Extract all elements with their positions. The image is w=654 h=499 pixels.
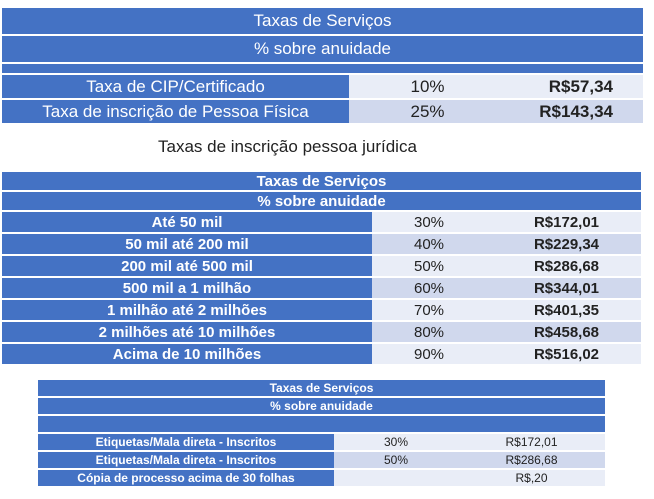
table-row — [2, 233, 641, 255]
fee-percent: 40% — [372, 233, 486, 255]
fee-label: Acima de 10 milhões — [2, 343, 372, 364]
fee-label: 200 mil até 500 mil — [2, 255, 372, 277]
fee-label: Taxa de inscrição de Pessoa Física — [2, 99, 349, 123]
table-spacer — [2, 63, 643, 74]
fees-table-individual — [2, 8, 643, 123]
fees-table-services — [38, 380, 605, 486]
table-row — [2, 255, 641, 277]
fee-value: R$286,68 — [486, 255, 641, 277]
table-spacer — [38, 415, 605, 433]
fee-label: 50 mil até 200 mil — [2, 233, 372, 255]
fee-percent: 25% — [349, 99, 506, 123]
fee-percent: 10% — [349, 74, 506, 99]
table-row — [38, 451, 605, 469]
table-row — [2, 74, 643, 99]
fee-label: Cópia de processo acima de 30 folhas — [38, 469, 334, 486]
section-caption: Taxas de inscrição pessoa jurídica — [158, 137, 417, 156]
table-row — [2, 99, 643, 123]
fee-label: Etiquetas/Mala direta - Inscritos — [38, 451, 334, 469]
fee-percent: 30% — [334, 433, 458, 451]
fee-value: R$516,02 — [486, 343, 641, 364]
table-subheader: % sobre anuidade — [38, 397, 605, 415]
fee-percent: 30% — [372, 211, 486, 233]
fee-percent: 70% — [372, 299, 486, 321]
fee-value: R$344,01 — [486, 277, 641, 299]
fee-percent: 80% — [372, 321, 486, 343]
table-subheader: % sobre anuidade — [2, 35, 643, 63]
table-header: Taxas de Serviços — [38, 380, 605, 397]
fee-label: Etiquetas/Mala direta - Inscritos — [38, 433, 334, 451]
table-subheader: % sobre anuidade — [2, 191, 641, 211]
fees-table-company — [2, 172, 641, 364]
fee-value: R$286,68 — [458, 451, 605, 469]
fee-percent: 90% — [372, 343, 486, 364]
table-header: Taxas de Serviços — [2, 172, 641, 191]
fee-label: 1 milhão até 2 milhões — [2, 299, 372, 321]
fee-percent — [334, 469, 458, 486]
fee-value: R$229,34 — [486, 233, 641, 255]
fee-value: R$401,35 — [486, 299, 641, 321]
fee-value: R$172,01 — [458, 433, 605, 451]
fee-value: R$57,34 — [506, 74, 643, 99]
table-row — [2, 321, 641, 343]
fee-value: R$172,01 — [486, 211, 641, 233]
fee-value: R$458,68 — [486, 321, 641, 343]
table-row — [2, 277, 641, 299]
fee-percent: 50% — [334, 451, 458, 469]
table-row — [38, 433, 605, 451]
fee-label: Até 50 mil — [2, 211, 372, 233]
fee-value: R$143,34 — [506, 99, 643, 123]
fee-percent: 60% — [372, 277, 486, 299]
fee-percent: 50% — [372, 255, 486, 277]
table-header: Taxas de Serviços — [2, 8, 643, 35]
fee-label: 500 mil a 1 milhão — [2, 277, 372, 299]
fee-value: R$,20 — [458, 469, 605, 486]
table-row — [2, 343, 641, 364]
table-row — [2, 299, 641, 321]
fee-label: Taxa de CIP/Certificado — [2, 74, 349, 99]
table-row — [2, 211, 641, 233]
fee-label: 2 milhões até 10 milhões — [2, 321, 372, 343]
table-row — [38, 469, 605, 486]
